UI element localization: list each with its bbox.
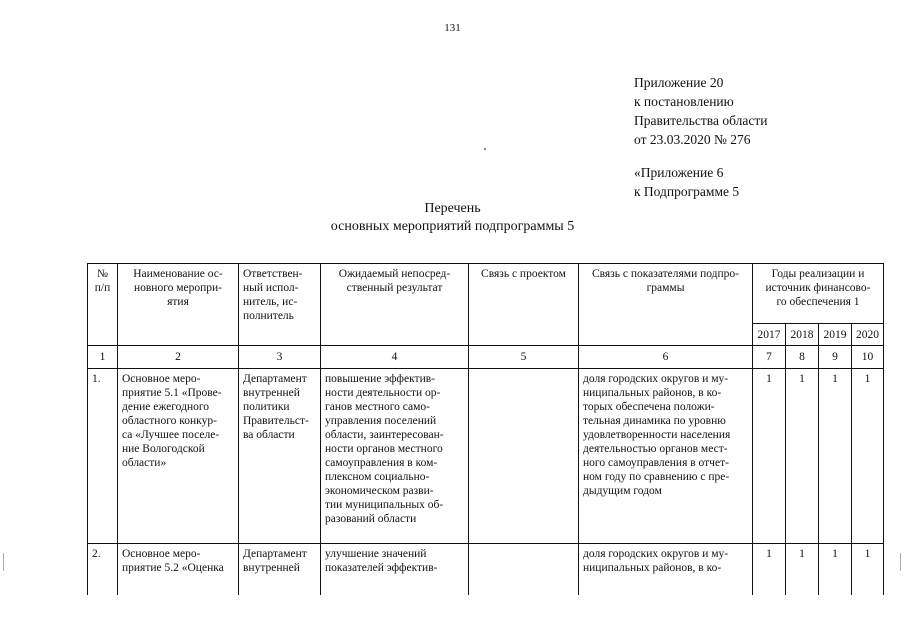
col-number: 5 bbox=[469, 346, 579, 369]
row-result: улучшение значений показателей эффектив- bbox=[321, 544, 469, 596]
row-indicators: доля городских округов и му- ниципальных районов, в ко- торых обеспечена положи- тельная динамика по уровню удовлетворенности населения деятельностью органов мест- ного самоуправления в отчет- ном году по сравнению с пре- дыдущим годом bbox=[579, 369, 753, 544]
document-title bbox=[0, 200, 905, 236]
header-responsible: Ответствен- ный испол- нитель, ис- полнитель bbox=[239, 264, 321, 346]
row-num: 1. bbox=[88, 369, 118, 544]
col-number: 2 bbox=[118, 346, 239, 369]
row-year-2017: 1 bbox=[753, 544, 786, 596]
col-number: 10 bbox=[852, 346, 884, 369]
row-project bbox=[469, 544, 579, 596]
scan-speck bbox=[484, 148, 486, 150]
row-year-2019: 1 bbox=[819, 544, 852, 596]
table-row bbox=[88, 544, 884, 596]
activities-table bbox=[87, 263, 884, 595]
row-num: 2. bbox=[88, 544, 118, 596]
header-year-2017: 2017 bbox=[753, 324, 786, 346]
row-year-2018: 1 bbox=[786, 544, 819, 596]
page-number: 131 bbox=[444, 22, 461, 34]
col-number: 4 bbox=[321, 346, 469, 369]
header-year-2020: 2020 bbox=[852, 324, 884, 346]
header-result: Ожидаемый непосред- ственный результат bbox=[321, 264, 469, 346]
column-number-row bbox=[88, 346, 884, 369]
sub-appendix-line: к Подпрограмме 5 bbox=[634, 184, 740, 199]
col-number: 8 bbox=[786, 346, 819, 369]
header-years: Годы реализации и источник финансово- го обеспечения 1 bbox=[753, 264, 884, 324]
row-project bbox=[469, 369, 579, 544]
appendix-line: от 23.03.2020 № 276 bbox=[634, 132, 751, 147]
row-year-2018: 1 bbox=[786, 369, 819, 544]
header-year-2018: 2018 bbox=[786, 324, 819, 346]
row-name: Основное меро- приятие 5.1 «Прове- дение ежегодного областного конкур- са «Лучшее поселе- ние Вологодской области» bbox=[118, 369, 239, 544]
header-project: Связь с проектом bbox=[469, 264, 579, 346]
row-result: повышение эффектив- ности деятельности ор- ганов местного само- управления поселений области, заинтересован- ности органов местного самоуправления в ком- плексном социально- экономическом разви- тии муниципальных об- разований области bbox=[321, 369, 469, 544]
col-number: 1 bbox=[88, 346, 118, 369]
row-year-2020: 1 bbox=[852, 544, 884, 596]
table-row bbox=[88, 369, 884, 544]
row-responsible: Департамент внутренней bbox=[239, 544, 321, 596]
header-name: Наименование ос- новного меропри- ятия bbox=[118, 264, 239, 346]
row-responsible: Департамент внутренней политики Правительст- ва области bbox=[239, 369, 321, 544]
appendix-line: к постановлению bbox=[634, 94, 734, 109]
title-line: основных мероприятий подпрограммы 5 bbox=[330, 219, 575, 234]
sub-appendix-header bbox=[634, 163, 739, 201]
title-line: Перечень bbox=[424, 201, 481, 216]
appendix-line: Приложение 20 bbox=[634, 75, 724, 90]
row-year-2017: 1 bbox=[753, 369, 786, 544]
row-year-2020: 1 bbox=[852, 369, 884, 544]
row-indicators: доля городских округов и му- ниципальных районов, в ко- bbox=[579, 544, 753, 596]
scan-speck bbox=[3, 553, 4, 571]
row-name: Основное меро- приятие 5.2 «Оценка bbox=[118, 544, 239, 596]
header-year-2019: 2019 bbox=[819, 324, 852, 346]
sub-appendix-line: «Приложение 6 bbox=[634, 165, 724, 180]
col-number: 3 bbox=[239, 346, 321, 369]
col-number: 7 bbox=[753, 346, 786, 369]
col-number: 9 bbox=[819, 346, 852, 369]
header-indicators: Связь с показателями подпро- граммы bbox=[579, 264, 753, 346]
header-num: № п/п bbox=[88, 264, 118, 346]
appendix-line: Правительства области bbox=[634, 113, 768, 128]
scan-speck bbox=[900, 553, 901, 571]
appendix-header bbox=[634, 73, 767, 149]
row-year-2019: 1 bbox=[819, 369, 852, 544]
col-number: 6 bbox=[579, 346, 753, 369]
